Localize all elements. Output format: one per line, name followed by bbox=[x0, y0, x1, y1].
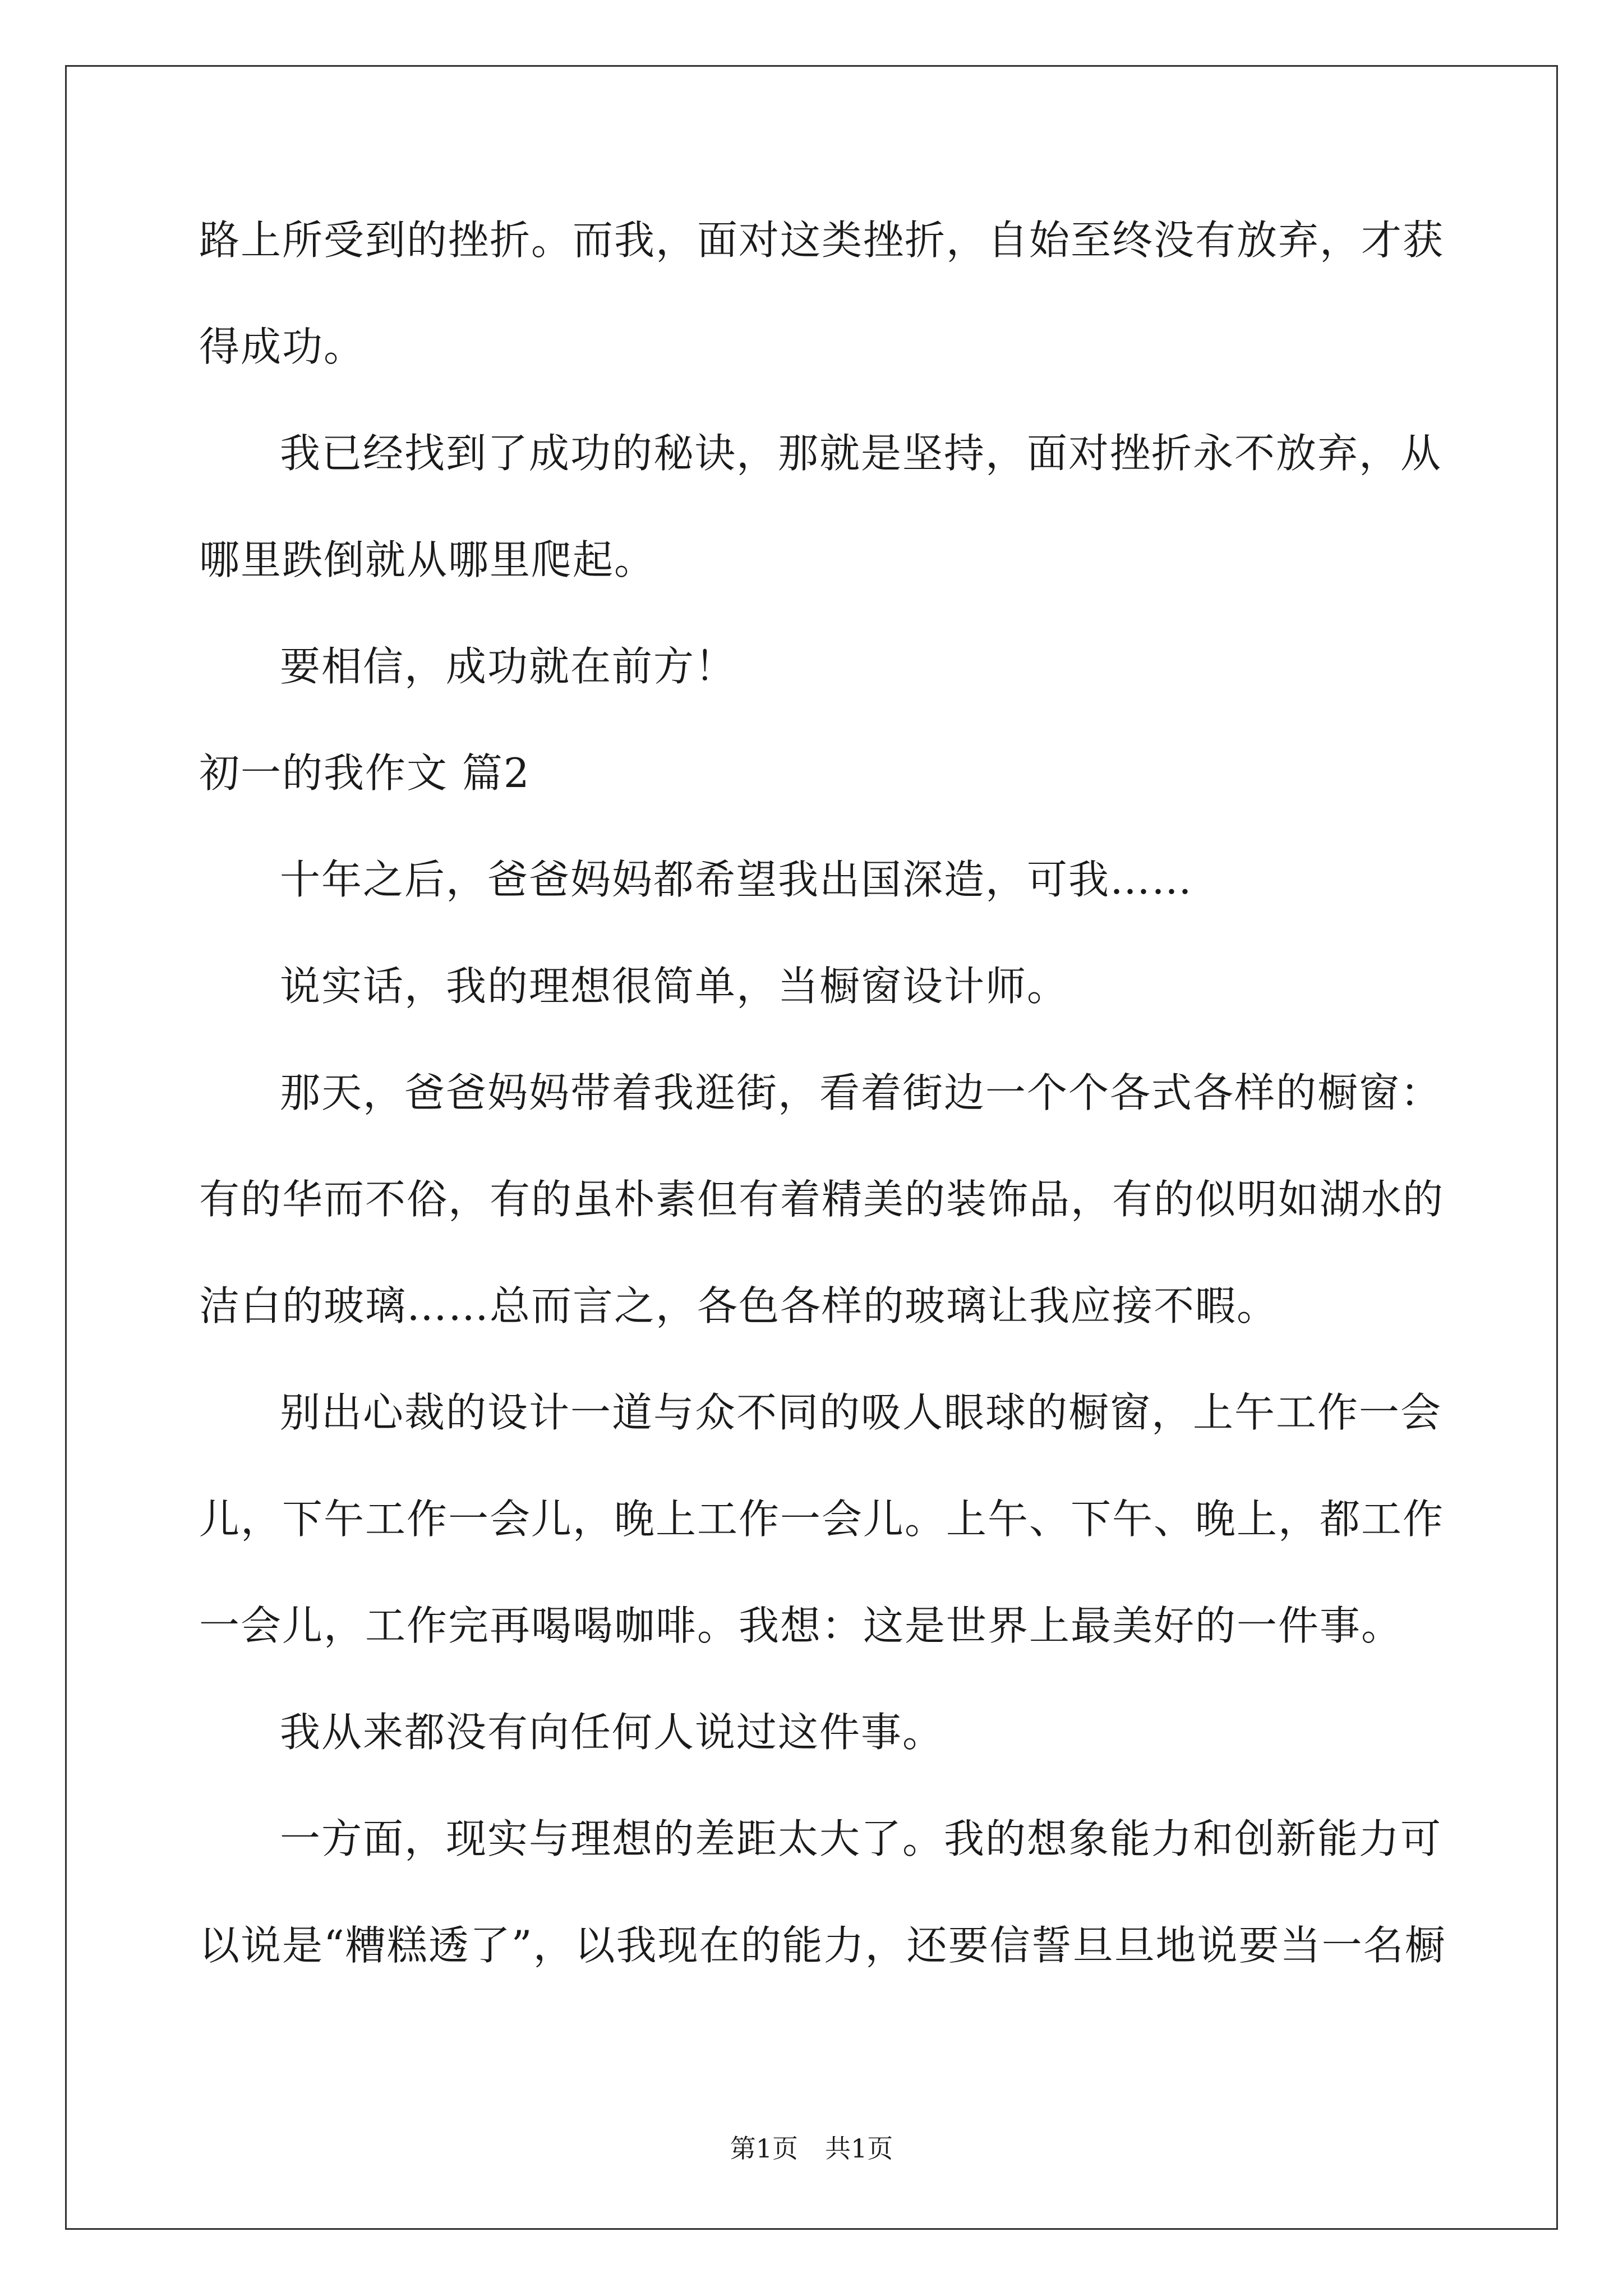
text-line: 儿，下午工作一会儿，晚上工作一会儿。上午、下午、晚上，都工作 bbox=[199, 1496, 1445, 1543]
text-line: 别出心裁的设计一道与众不同的吸人眼球的橱窗，上午工作一会 bbox=[280, 1389, 1442, 1436]
text-line: 洁白的玻璃……总而言之，各色各样的玻璃让我应接不暇。 bbox=[199, 1282, 1279, 1329]
text-line: 一方面，现实与理想的差距太大了。我的想象能力和创新能力可 bbox=[280, 1815, 1442, 1862]
text-line: 一会儿，工作完再喝喝咖啡。我想：这是世界上最美好的一件事。 bbox=[199, 1602, 1403, 1649]
text-line: 得成功。 bbox=[199, 323, 366, 370]
text-line: 有的华而不俗，有的虽朴素但有着精美的装饰品，有的似明如湖水的 bbox=[199, 1176, 1445, 1223]
page-footer bbox=[0, 2132, 1623, 2165]
page-total: 共1页 bbox=[825, 2133, 893, 2164]
text-line: 路上所受到的挫折。而我，面对这类挫折，自始至终没有放弃，才获 bbox=[199, 217, 1445, 264]
document-body bbox=[199, 213, 1446, 2025]
text-line: 我已经找到了成功的秘诀，那就是坚持，面对挫折永不放弃，从 bbox=[280, 430, 1442, 477]
text-line: 说实话，我的理想很简单，当橱窗设计师。 bbox=[280, 963, 1069, 1010]
text-line: 以说是“糟糕透了”，以我现在的能力，还要信誓旦旦地说要当一名橱 bbox=[199, 1922, 1446, 1969]
text-line: 那天，爸爸妈妈带着我逛街，看着街边一个个各式各样的橱窗： bbox=[280, 1069, 1442, 1116]
text-line: 十年之后，爸爸妈妈都希望我出国深造，可我…… bbox=[280, 856, 1193, 903]
section-heading: 初一的我作文 篇2 bbox=[199, 749, 531, 797]
text-line: 我从来都没有向任何人说过这件事。 bbox=[280, 1709, 944, 1756]
page-number: 第1页 bbox=[730, 2133, 798, 2164]
text-line: 要相信，成功就在前方！ bbox=[280, 643, 737, 690]
text-line: 哪里跌倒就从哪里爬起。 bbox=[199, 536, 656, 583]
